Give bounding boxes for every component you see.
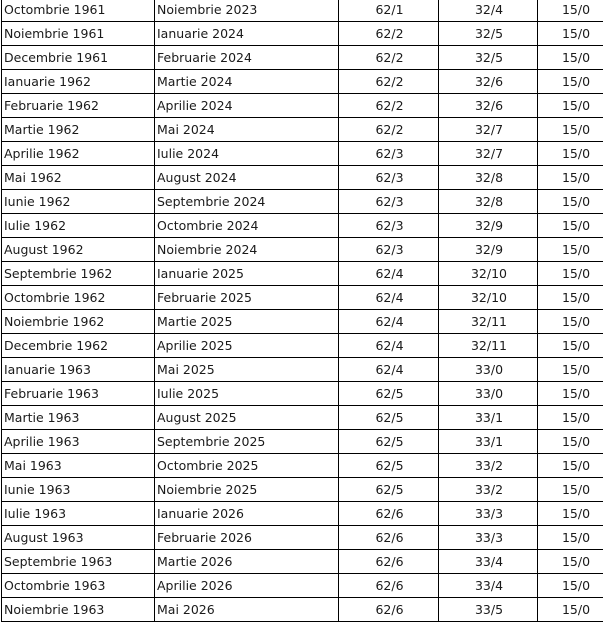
contribution-cell: 33/2 [439,454,538,478]
contribution-cell: 32/4 [439,0,538,22]
age-cell: 62/3 [339,142,439,166]
retirement-month-cell: Octombrie 2024 [155,214,339,238]
age-cell: 62/2 [339,22,439,46]
contribution-cell: 32/9 [439,214,538,238]
minimum-cell: 15/0 [538,0,603,22]
retirement-month-cell: Ianuarie 2025 [155,262,339,286]
pension-table [1,0,603,622]
table-row [2,94,603,118]
contribution-cell: 32/11 [439,310,538,334]
contribution-cell: 33/5 [439,598,538,622]
age-cell: 62/2 [339,118,439,142]
retirement-month-cell: August 2025 [155,406,339,430]
age-cell: 62/3 [339,238,439,262]
contribution-cell: 33/0 [439,358,538,382]
retirement-month-cell: Mai 2025 [155,358,339,382]
table-row [2,286,603,310]
contribution-cell: 33/0 [439,382,538,406]
birth-month-cell: Noiembrie 1961 [2,22,155,46]
retirement-month-cell: Februarie 2025 [155,286,339,310]
table-row [2,526,603,550]
contribution-cell: 33/1 [439,406,538,430]
birth-month-cell: Ianuarie 1963 [2,358,155,382]
minimum-cell: 15/0 [538,166,603,190]
age-cell: 62/6 [339,598,439,622]
minimum-cell: 15/0 [538,22,603,46]
birth-month-cell: Martie 1963 [2,406,155,430]
minimum-cell: 15/0 [538,142,603,166]
retirement-month-cell: Martie 2026 [155,550,339,574]
table-row [2,70,603,94]
birth-month-cell: Octombrie 1961 [2,0,155,22]
table-body [2,0,603,622]
minimum-cell: 15/0 [538,262,603,286]
retirement-month-cell: Noiembrie 2025 [155,478,339,502]
minimum-cell: 15/0 [538,46,603,70]
contribution-cell: 32/5 [439,46,538,70]
table-row [2,430,603,454]
age-cell: 62/4 [339,286,439,310]
table-row [2,142,603,166]
minimum-cell: 15/0 [538,334,603,358]
minimum-cell: 15/0 [538,526,603,550]
contribution-cell: 32/10 [439,286,538,310]
retirement-month-cell: Februarie 2024 [155,46,339,70]
minimum-cell: 15/0 [538,214,603,238]
birth-month-cell: Mai 1963 [2,454,155,478]
table-row [2,214,603,238]
contribution-cell: 32/6 [439,70,538,94]
birth-month-cell: Iulie 1963 [2,502,155,526]
age-cell: 62/5 [339,430,439,454]
birth-month-cell: Ianuarie 1962 [2,70,155,94]
age-cell: 62/5 [339,382,439,406]
age-cell: 62/3 [339,166,439,190]
retirement-month-cell: Mai 2024 [155,118,339,142]
retirement-month-cell: Ianuarie 2024 [155,22,339,46]
table-row [2,598,603,622]
birth-month-cell: Iunie 1963 [2,478,155,502]
minimum-cell: 15/0 [538,94,603,118]
birth-month-cell: Aprilie 1962 [2,142,155,166]
minimum-cell: 15/0 [538,190,603,214]
birth-month-cell: Decembrie 1962 [2,334,155,358]
table-row [2,46,603,70]
retirement-month-cell: Iulie 2025 [155,382,339,406]
birth-month-cell: August 1962 [2,238,155,262]
retirement-month-cell: Septembrie 2025 [155,430,339,454]
birth-month-cell: Octombrie 1963 [2,574,155,598]
table-row [2,478,603,502]
table-row [2,310,603,334]
contribution-cell: 33/2 [439,478,538,502]
age-cell: 62/3 [339,190,439,214]
table-row [2,454,603,478]
minimum-cell: 15/0 [538,358,603,382]
contribution-cell: 32/7 [439,142,538,166]
birth-month-cell: Octombrie 1962 [2,286,155,310]
table-row [2,382,603,406]
age-cell: 62/2 [339,70,439,94]
retirement-month-cell: Octombrie 2025 [155,454,339,478]
minimum-cell: 15/0 [538,430,603,454]
minimum-cell: 15/0 [538,502,603,526]
minimum-cell: 15/0 [538,454,603,478]
table-row [2,574,603,598]
retirement-month-cell: Noiembrie 2023 [155,0,339,22]
minimum-cell: 15/0 [538,382,603,406]
age-cell: 62/6 [339,550,439,574]
minimum-cell: 15/0 [538,574,603,598]
retirement-month-cell: Ianuarie 2026 [155,502,339,526]
birth-month-cell: Septembrie 1962 [2,262,155,286]
table-row [2,358,603,382]
retirement-month-cell: Noiembrie 2024 [155,238,339,262]
minimum-cell: 15/0 [538,70,603,94]
table-row [2,334,603,358]
age-cell: 62/2 [339,94,439,118]
table-row [2,262,603,286]
birth-month-cell: Iulie 1962 [2,214,155,238]
birth-month-cell: Noiembrie 1963 [2,598,155,622]
age-cell: 62/5 [339,478,439,502]
minimum-cell: 15/0 [538,598,603,622]
birth-month-cell: Iunie 1962 [2,190,155,214]
contribution-cell: 32/9 [439,238,538,262]
minimum-cell: 15/0 [538,238,603,262]
birth-month-cell: August 1963 [2,526,155,550]
birth-month-cell: Martie 1962 [2,118,155,142]
birth-month-cell: Septembrie 1963 [2,550,155,574]
retirement-month-cell: Martie 2024 [155,70,339,94]
age-cell: 62/6 [339,526,439,550]
birth-month-cell: Noiembrie 1962 [2,310,155,334]
minimum-cell: 15/0 [538,118,603,142]
age-cell: 62/4 [339,310,439,334]
table-row [2,406,603,430]
contribution-cell: 32/7 [439,118,538,142]
minimum-cell: 15/0 [538,286,603,310]
table-row [2,190,603,214]
table-row [2,502,603,526]
table-row [2,238,603,262]
birth-month-cell: Mai 1962 [2,166,155,190]
table-row [2,0,603,22]
minimum-cell: 15/0 [538,406,603,430]
contribution-cell: 33/3 [439,526,538,550]
table-row [2,166,603,190]
age-cell: 62/4 [339,262,439,286]
retirement-month-cell: Iulie 2024 [155,142,339,166]
contribution-cell: 33/4 [439,574,538,598]
contribution-cell: 32/8 [439,166,538,190]
minimum-cell: 15/0 [538,310,603,334]
retirement-month-cell: Mai 2026 [155,598,339,622]
retirement-month-cell: Aprilie 2025 [155,334,339,358]
birth-month-cell: Februarie 1962 [2,94,155,118]
birth-month-cell: Decembrie 1961 [2,46,155,70]
table-row [2,22,603,46]
age-cell: 62/4 [339,334,439,358]
retirement-month-cell: Aprilie 2026 [155,574,339,598]
retirement-month-cell: Martie 2025 [155,310,339,334]
age-cell: 62/5 [339,454,439,478]
contribution-cell: 32/8 [439,190,538,214]
age-cell: 62/4 [339,358,439,382]
age-cell: 62/3 [339,214,439,238]
age-cell: 62/6 [339,502,439,526]
contribution-cell: 33/3 [439,502,538,526]
table-row [2,118,603,142]
retirement-month-cell: August 2024 [155,166,339,190]
age-cell: 62/6 [339,574,439,598]
retirement-month-cell: Septembrie 2024 [155,190,339,214]
contribution-cell: 32/6 [439,94,538,118]
minimum-cell: 15/0 [538,550,603,574]
table-row [2,550,603,574]
age-cell: 62/5 [339,406,439,430]
age-cell: 62/1 [339,0,439,22]
contribution-cell: 32/11 [439,334,538,358]
minimum-cell: 15/0 [538,478,603,502]
age-cell: 62/2 [339,46,439,70]
contribution-cell: 32/5 [439,22,538,46]
contribution-cell: 32/10 [439,262,538,286]
birth-month-cell: Februarie 1963 [2,382,155,406]
retirement-month-cell: Aprilie 2024 [155,94,339,118]
contribution-cell: 33/1 [439,430,538,454]
retirement-month-cell: Februarie 2026 [155,526,339,550]
contribution-cell: 33/4 [439,550,538,574]
birth-month-cell: Aprilie 1963 [2,430,155,454]
